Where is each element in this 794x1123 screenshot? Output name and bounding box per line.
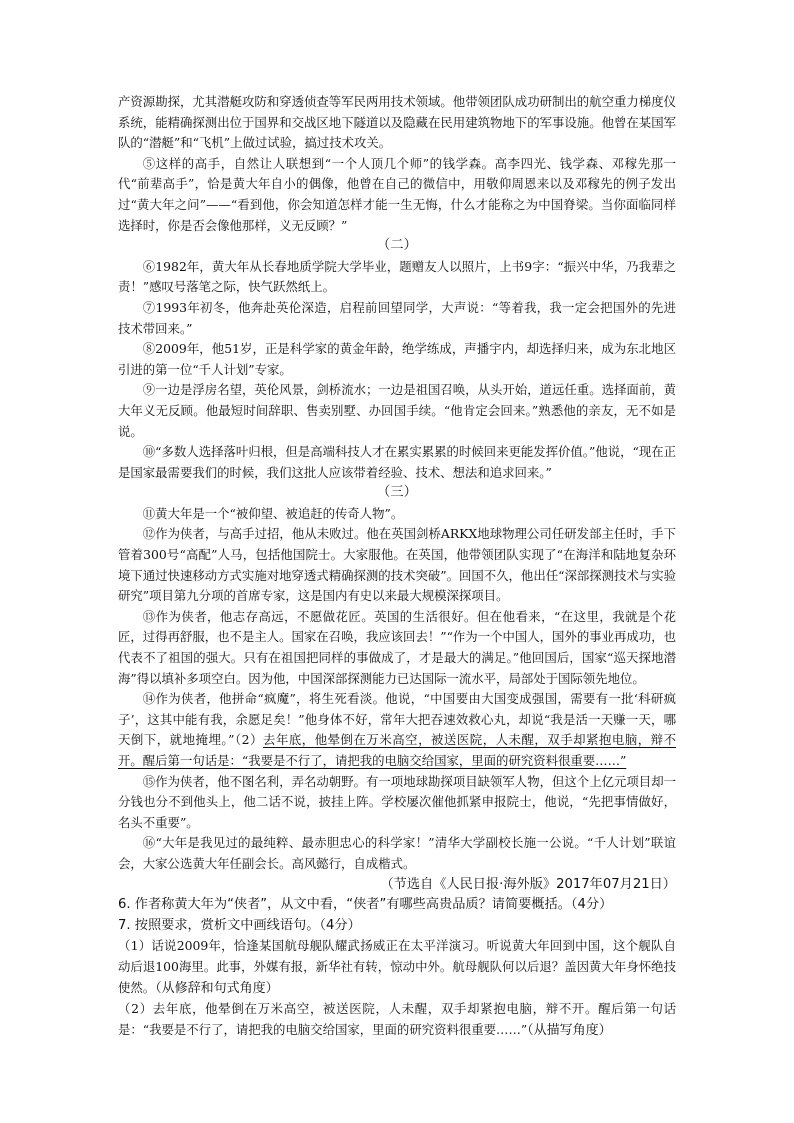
paragraph-7: ⑦1993年初冬，他奔赴英伦深造，启程前回望同学，大声说：“等着我，我一定会把国外的先进技术带回来。” [118, 299, 676, 336]
paragraph-15: ⑮作为侠者，他不图名利，弄名动朝野。有一项地球勘探项目缺领军人物，但这个上亿元项目却一分钱也分不到他头上，他二话不说，披挂上阵。学校屡次催他抓紧申报院士，他说，“先把事情做好，名头不重要”。 [118, 773, 676, 830]
section-heading-3: （三） [376, 485, 418, 501]
paragraph-14 [118, 689, 676, 771]
section-heading-2: （二） [376, 238, 418, 254]
paragraph-6: ⑥1982年，黄大年从长春地质学院大学毕业，题赠友人以照片，上书9字：“振兴中华，乃我辈之责！”感叹号落笔之际，快气跃然纸上。 [118, 258, 676, 295]
question-7-item-2-text: （2）去年底，他晕倒在万米高空，被送医院，人未醒，双手却紧抱电脑，辩不开。醒后第一句话是：“我要是不行了，请把我的电脑交给国家，里面的研究资料很重要……” [118, 1001, 676, 1037]
paragraph-5: ⑤这样的高手，自然让人联想到“一个人顶几个师”的钱学森。高李四光、钱学森、邓稼先那一代“前辈高手”，恰是黄大年自小的偶像，他曾在自己的微信中，用敬仰周恩来以及邓稼先的例子发出过“黄大年之问”——“看到他，你会知道怎样才能一生无悔，什么才能称之为中国脊梁。当你面临同样选择时，你是否会像他那样，义无反顾？” [118, 155, 676, 233]
question-6: 6. 作者称黄大年为“侠者”，从文中看，“侠者”有哪些高贵品质？请简要概括。（4分） [118, 897, 613, 913]
question-7-item-1 [118, 936, 676, 999]
document-page [118, 92, 676, 1041]
paragraph-16: ⑯“大年是我见过的最纯粹、最赤胆忠心的科学家！”清华大学副校长施一公说。“千人计划”联谊会，大家公选黄大年任副会长。高风懿行，自成楷式。 [118, 835, 676, 871]
paragraph-14-text: ⑭作为侠者，他拼命“疯魔”，将生死看淡。他说，“中国要由大国变成强国，需要有一批‘科研疯子’，这其中能有我，余愿足矣！”他身体不好，常年大把吞速效救心丸，却说“我是活一天赚一天，哪天倒下，就地掩埋。”（2） [118, 691, 676, 748]
question-7-item-2-requirement: （从描写角度） [527, 1022, 612, 1038]
paragraph-9: ⑨一边是浮房名望，英伦风景，剑桥流水；一边是祖国召唤，从头开始，道远任重。选择面前，黄大年义无反顾。他最短时间辞职、售卖别墅、办回国手续。“他肯定会回来。”熟悉他的亲友，无不如是说。 [118, 382, 676, 439]
source-citation: （节选自《人民日报·海外版》2017年07月21日） [380, 876, 676, 892]
question-7-item-1-text: （1）话说2009年，恰逢某国航母舰队耀武扬威正在太平洋演习。听说黄大年回到中国，这个舰队自动后退100海里。此事，外媒有报，新华社有转，惊动中外。航母舰队何以后退？盖因黄大年身怀绝技使然。 [118, 938, 676, 995]
paragraph-intro: 产资源勘探，尤其潜艇攻防和穿透侦查等军民两用技术领域。他带领团队成功研制出的航空重力梯度仪系统，能精确探测出位于国界和交战区地下隧道以及隐藏在民用建筑物地下的军事设施。他曾在某国军队的“潜艇”和“飞机”上做过试验，搞过技术攻关。 [118, 94, 676, 151]
paragraph-11: ⑪黄大年是一个“被仰望、被追赶的传奇人物”。 [142, 505, 404, 521]
question-7-item-1-requirement: （从修辞和句式角度） [155, 980, 279, 996]
paragraph-8: ⑧2009年，他51岁，正是科学家的黄金年龄，绝学练成，声播宇内，却选择归来，成为东北地区引进的第一位“千人计划”专家。 [118, 341, 676, 377]
question-7: 7. 按照要求，赏析文中画线语句。（4分） [118, 917, 361, 933]
paragraph-10: ⑩“多数人选择落叶归根，但是高端科技人才在累实累累的时候回来更能发挥价值。”他说，“现在正是国家最需要我们的时候，我们这批人应该带着经验、技术、想法和追求回来。” [118, 444, 677, 480]
paragraph-13: ⑬作为侠者，他志存高远，不愿做花匠。英国的生活很好。但在他看来，“在这里，我就是个花匠，过得再舒服，也不是主人。国家在召唤，我应该回去！”“作为一个中国人，国外的事业再成功，也代表不了祖国的强大。只有在祖国把同样的事做成了，才是最大的满足。”他回国后，国家“巡天探地潜海”得以填补多项空白。因为他，中国深部探测能力已达国际一流水平，局部处于国际领先地位。 [118, 608, 676, 686]
paragraph-12: ⑫作为侠者，与高手过招，他从未败过。他在英国剑桥ARKX地球物理公司任研发部主任时，手下管着300号“高配”人马，包括他国院士。大家服他。在英国，他带领团队实现了“在海洋和陆地复杂环境下通过快速移动方式实施对地穿透式精确探测的技术突破”。回国不久，他出任“深部探测技术与实验研究”项目第九分项的首席专家，这是国内有史以来最大规模深探项目。 [118, 526, 676, 604]
underlined-sentence-2: 去年底，他晕倒在万米高空，被送医院，人未醒，双手却紧抱电脑，辩不开。醒后第一句话是：“我要是不行了，请把我的电脑交给国家，里面的研究资料很重要……” [118, 732, 676, 768]
question-7-item-2 [118, 999, 676, 1041]
